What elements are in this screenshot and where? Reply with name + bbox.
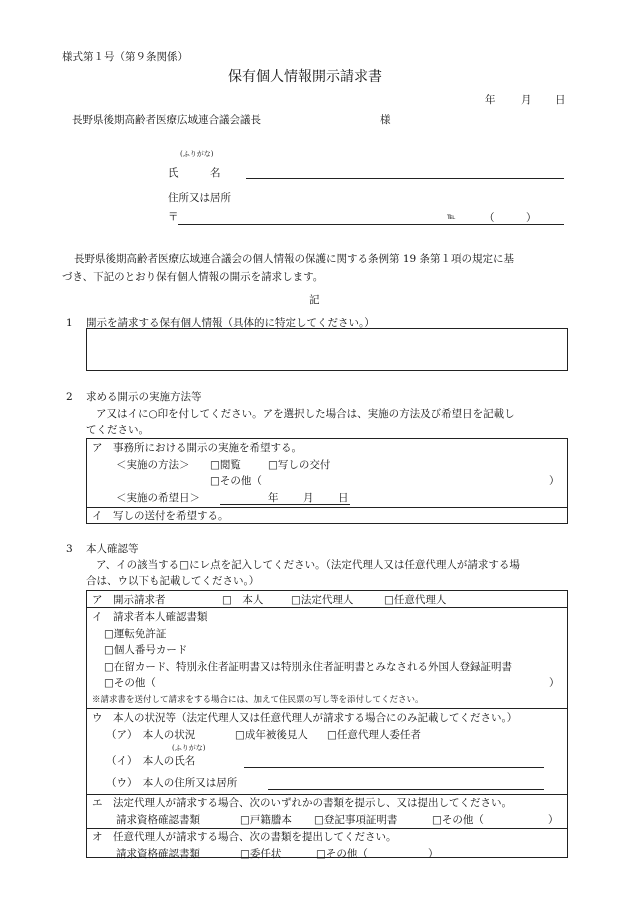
option-i-mail[interactable]: イ 写しの送付を希望する。 [92, 510, 229, 522]
agent-docs-label: オ 任意代理人が請求する場合、次の書類を提出してください。 [92, 831, 397, 843]
section-3-note-1: ア、イの該当する□にレ点を記入してください。（法定代理人又は任意代理人が請求する場 [96, 559, 520, 571]
method-label: ＜実施の方法＞ [116, 459, 190, 471]
furigana-label: (ふりがな) [180, 150, 214, 158]
addressee: 長野県後期高齢者医療広域連合議会議長 [72, 114, 261, 126]
section-2-note-1: ア又はイに○印を付してください。アを選択した場合は、実施の方法及び希望日を記載し [96, 408, 515, 420]
principal-address-label: （ウ） 本人の住所又は居所 [106, 777, 238, 789]
section-2-note-2: てください。 [86, 424, 149, 436]
name-field[interactable] [246, 178, 564, 179]
form-number: 様式第１号（第９条関係） [62, 51, 188, 63]
desired-date-month: 月 [303, 492, 314, 504]
date-day: 日 [555, 94, 566, 106]
postal-mark: 〒 [168, 211, 179, 223]
requester-label: ア 開示請求者 [92, 594, 166, 606]
divider [86, 828, 568, 829]
id-doc-other-close: ） [549, 677, 560, 689]
agent-other-checkbox[interactable]: □その他（ [316, 848, 368, 860]
method-other-close: ） [549, 475, 560, 487]
id-doc-other-checkbox[interactable]: □その他（ [104, 677, 156, 689]
tel-label: ℡ [447, 212, 456, 221]
requester-legal-checkbox[interactable]: □法定代理人 [291, 594, 354, 606]
id-doc-license-checkbox[interactable]: □運転免許証 [104, 628, 167, 640]
method-other-checkbox[interactable]: □その他（ [210, 475, 262, 487]
agent-other-close: ） [428, 848, 439, 860]
delegator-checkbox[interactable]: □任意代理人委任者 [327, 729, 421, 741]
address-label: 住所又は居所 [168, 192, 231, 204]
ki-mark: 記 [309, 294, 320, 306]
legal-rep-other-checkbox[interactable]: □その他（ [432, 814, 484, 826]
mail-note: ※請求書を送付して請求をする場合には、加えて住民票の写し等を添付してください。 [92, 695, 424, 705]
legal-rep-docs-caption: 請求資格確認書類 [116, 814, 200, 826]
option-a-office[interactable]: ア 事務所における開示の実施を希望する。 [92, 442, 302, 454]
tel-paren: （ ） [484, 212, 537, 224]
section-2-number: 2 [66, 391, 73, 403]
id-docs-label: イ 請求者本人確認書類 [92, 611, 208, 623]
principal-name-label: （イ） 本人の氏名 [106, 755, 196, 767]
principal-address-field[interactable] [268, 789, 544, 790]
requested-info-box[interactable] [86, 328, 568, 371]
divider [86, 607, 568, 608]
addressee-honorific: 様 [380, 114, 391, 126]
section-1-number: 1 [66, 317, 73, 329]
desired-date-year: 年 [268, 492, 279, 504]
intro-line-2: づき、下記のとおり保有個人情報の開示を請求します。 [62, 271, 324, 283]
date-label: ＜実施の希望日＞ [116, 492, 200, 504]
method-copy-checkbox[interactable]: □写しの交付 [268, 459, 331, 471]
registry-cert-checkbox[interactable]: □登記事項証明書 [314, 814, 398, 826]
desired-date-day: 日 [338, 492, 349, 504]
adult-ward-checkbox[interactable]: □成年被後見人 [235, 729, 308, 741]
divider [86, 708, 568, 709]
section-3-number: 3 [66, 543, 73, 555]
principal-status-label: ウ 本人の状況等（法定代理人又は任意代理人が請求する場合にのみ記載してください。） [92, 712, 518, 724]
principal-name-field[interactable] [244, 767, 544, 768]
legal-rep-docs-label: エ 法定代理人が請求する場合、次のいずれかの書類を提示し、又は提出してください。 [92, 797, 512, 809]
principal-status-row: （ア） 本人の状況 [106, 729, 196, 741]
requester-agent-checkbox[interactable]: □任意代理人 [384, 594, 447, 606]
address-field[interactable] [178, 224, 564, 225]
desired-date-field[interactable] [220, 504, 350, 505]
method-view-checkbox[interactable]: □閲覧 [210, 459, 241, 471]
power-of-attorney-checkbox[interactable]: □委任状 [240, 848, 282, 860]
divider [86, 794, 568, 795]
date-year: 年 [485, 94, 496, 106]
legal-rep-other-close: ） [548, 814, 559, 826]
date-month: 月 [521, 94, 532, 106]
requester-self-checkbox[interactable]: □ 本人 [222, 594, 264, 606]
divider [86, 507, 568, 508]
page-title: 保有個人情報開示請求書 [228, 69, 382, 85]
intro-line-1: 長野県後期高齢者医療広域連合議会の個人情報の保護に関する条例第 19 条第１項の規定に基 [74, 253, 515, 265]
koseki-checkbox[interactable]: □戸籍謄本 [240, 814, 292, 826]
agent-docs-caption: 請求資格確認書類 [116, 848, 200, 860]
section-2-heading: 求める開示の実施方法等 [86, 391, 202, 403]
name-label: 氏 名 [168, 167, 221, 179]
principal-furigana: (ふりがな) [172, 744, 206, 752]
id-doc-residence-card-checkbox[interactable]: □在留カード、特別永住者証明書又は特別永住者証明書とみなされる外国人登録証明書 [104, 661, 512, 673]
id-doc-mynumber-checkbox[interactable]: □個人番号カード [104, 644, 188, 656]
section-3-heading: 本人確認等 [86, 543, 139, 555]
section-3-note-2: 合は、ウ以下も記載してください。） [86, 575, 260, 587]
section-1-heading: 開示を請求する保有個人情報（具体的に特定してください。） [86, 317, 375, 329]
